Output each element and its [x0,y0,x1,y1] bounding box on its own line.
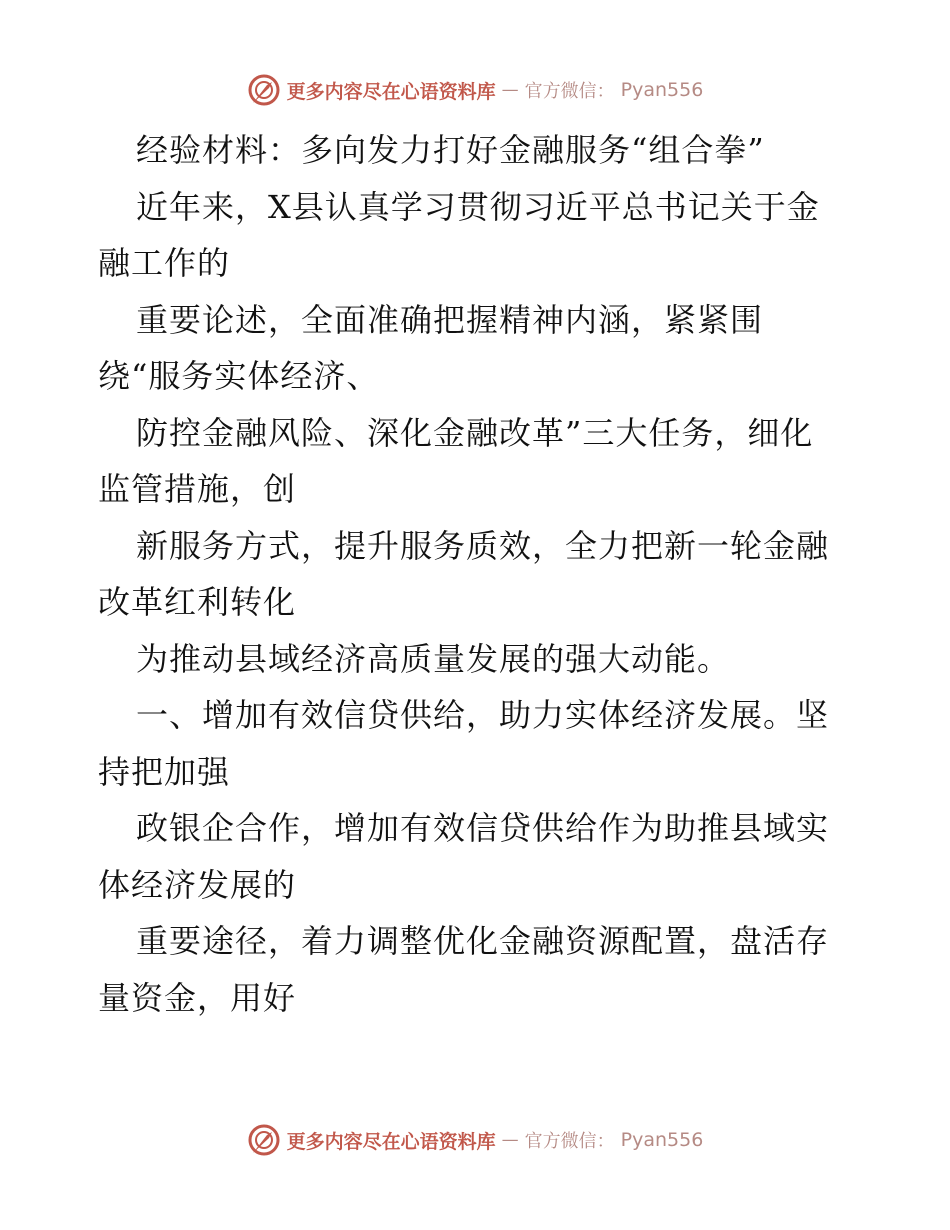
pen-logo-icon [247,1123,281,1157]
watermark-wechat-label: 官方微信： [524,81,615,102]
text-line: 重要论述，全面准确把握精神内涵，紧紧围 [136,300,764,339]
watermark-site-text: 更多内容尽在心语资料库 [286,1130,496,1153]
text-line: 体经济发展的 [98,865,297,904]
watermark-dash: — [501,1130,519,1150]
footer-watermark [0,1120,950,1160]
text-line: 一、增加有效信贷供给，助力实体经济发展。坚 [136,696,830,734]
text-line: 为推动县域经济高质量发展的强大动能。 [136,639,731,678]
watermark-wechat-id: Pyan556 [620,1129,704,1151]
pen-logo-icon [247,73,281,107]
text-line: 绕“服务实体经济、 [98,357,380,395]
header-watermark [0,70,950,110]
watermark-wechat-id: Pyan556 [620,79,704,101]
watermark-dash: — [501,80,519,100]
text-line: 重要途径，着力调整优化金融资源配置，盘活存 [136,922,830,960]
watermark-site-text: 更多内容尽在心语资料库 [286,80,496,103]
text-line: 融工作的 [98,244,231,282]
text-line: 监管措施，创 [98,470,297,508]
text-line: 防控金融风险、深化金融改革”三大任务，细化 [136,413,814,452]
text-line: 量资金，用好 [98,978,297,1017]
text-line: 近年来，X县认真学习贯彻习近平总书记关于金 [136,187,820,226]
document-body [98,122,858,1026]
text-line: 政银企合作，增加有效信贷供给作为助推县域实 [136,809,830,847]
text-line: 改革红利转化 [98,583,297,621]
text-line: 经验材料：多向发力打好金融服务“组合拳” [136,131,765,169]
watermark-wechat-label: 官方微信： [524,1131,615,1152]
text-line: 新服务方式，提升服务质效，全力把新一轮金融 [136,526,830,565]
text-line: 持把加强 [98,752,231,791]
